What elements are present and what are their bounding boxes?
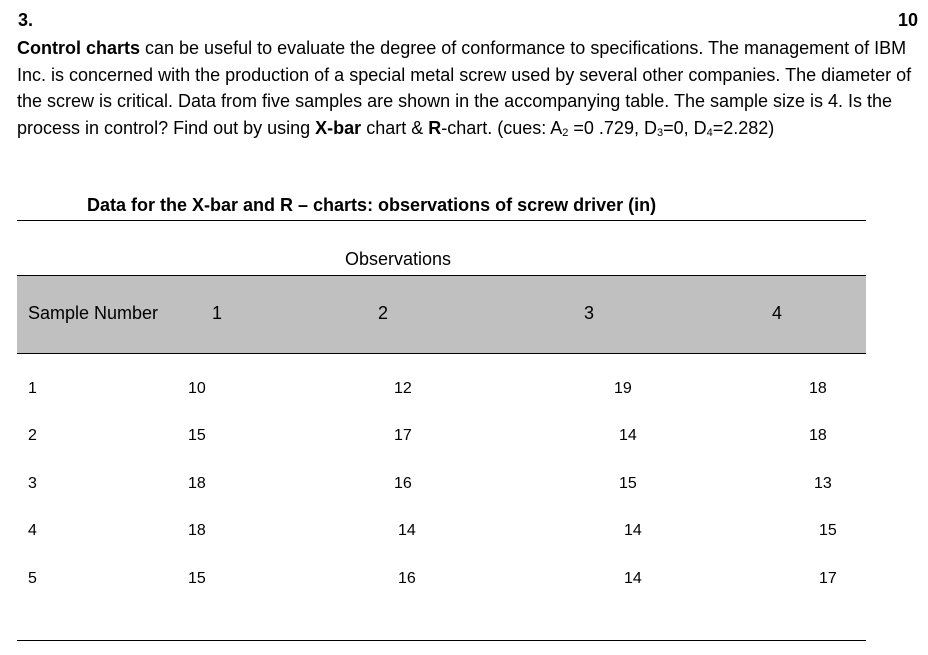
d3-value: =0, D: [663, 117, 707, 138]
table-row-2-sample: 2: [28, 427, 37, 444]
question-number: 3.: [18, 10, 34, 30]
table-row-5-sample: 5: [28, 570, 37, 587]
table-row-2-obs-2: 17: [394, 427, 412, 444]
table-row-2-obs-3: 14: [619, 427, 637, 444]
table-row-5-obs-1: 15: [188, 570, 206, 587]
table-row-3-obs-3: 15: [619, 475, 637, 492]
table-row-1-obs-4: 18: [809, 380, 827, 397]
table-row-5-obs-3: 14: [624, 570, 642, 587]
table-row-4-obs-2: 14: [398, 522, 416, 539]
table-row-2-obs-4: 18: [809, 427, 827, 444]
d4-subscript: 4: [706, 126, 713, 139]
header-obs-3: 3: [584, 303, 595, 323]
question-marks: 10: [897, 10, 918, 30]
cues-prefix: -chart. (cues: A: [441, 117, 563, 138]
table-row-3-obs-4: 13: [814, 475, 832, 492]
term-r: R: [428, 117, 442, 138]
table-row-4-sample: 4: [28, 522, 37, 539]
table-row-1-sample: 1: [28, 380, 37, 397]
text-chart-and: chart &: [361, 117, 429, 138]
table-row-1-obs-3: 19: [614, 380, 632, 397]
question-text: [17, 35, 917, 141]
table-top-rule: [17, 220, 866, 221]
header-sample-number: Sample Number: [28, 303, 159, 323]
table-row-4-obs-1: 18: [188, 522, 206, 539]
header-obs-2: 2: [378, 303, 389, 323]
table-row-5-obs-4: 17: [819, 570, 837, 587]
term-control-charts: Control charts: [17, 38, 141, 58]
table-row-4-obs-4: 15: [819, 522, 837, 539]
d4-value: =2.282): [712, 117, 775, 138]
table-bottom-rule: [17, 640, 866, 641]
observations-group-header: Observations: [345, 249, 452, 269]
table-row-3-sample: 3: [28, 475, 37, 492]
table-row-1-obs-2: 12: [394, 380, 412, 397]
table-title: Data for the X-bar and R – charts: observations of screw driver (in): [87, 195, 657, 215]
table-row-5-obs-2: 16: [398, 570, 416, 587]
header-obs-4: 4: [772, 303, 783, 323]
table-row-1-obs-1: 10: [188, 380, 206, 397]
d3-subscript: 3: [656, 126, 664, 139]
a2-subscript: 2: [562, 126, 569, 139]
term-xbar: X-bar: [315, 117, 362, 138]
table-row-4-obs-3: 14: [624, 522, 642, 539]
table-row-2-obs-1: 15: [188, 427, 206, 444]
header-obs-1: 1: [212, 303, 223, 323]
table-row-3-obs-1: 18: [188, 475, 206, 492]
table-row-3-obs-2: 16: [394, 475, 412, 492]
question-body: can be useful to evaluate the degree of conformance to specifications. The management of IBM Inc. is concerned with the production of a special metal screw used by several other companies. The diameter of the screw is critical. Data from five samples are shown in the accompanying table. The sample size is 4. Is the process in control? Find out by using: [17, 38, 912, 138]
a2-value: =0 .729, D: [568, 117, 657, 138]
